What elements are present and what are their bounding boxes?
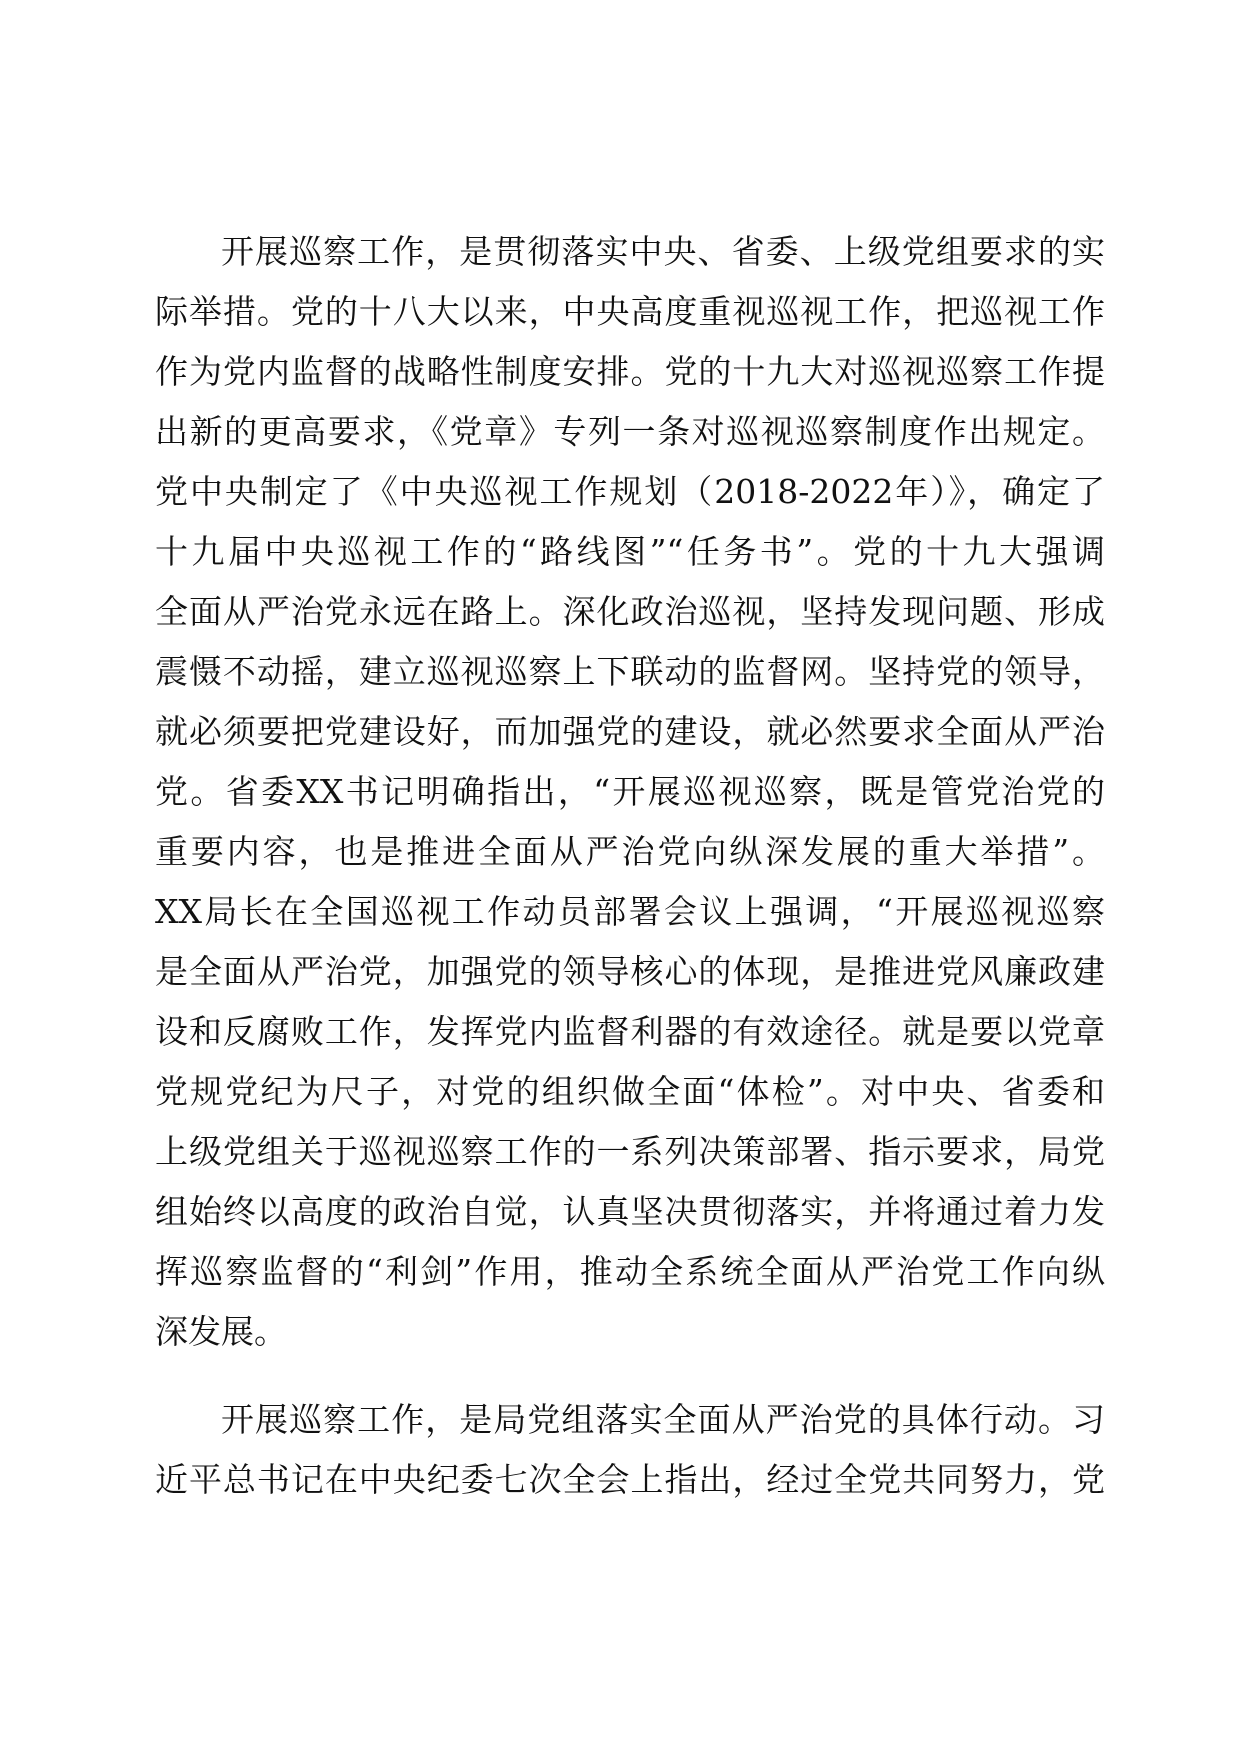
paragraph-2 (155, 1390, 1105, 1510)
text-line: 近平总书记在中央纪委七次全会上指出，经过全党共同努力，党 (155, 1460, 1105, 1499)
text-line: 设和反腐败工作，发挥党内监督利器的有效途径。就是要以党章 (155, 1012, 1105, 1051)
text-line: 全面从严治党永远在路上。深化政治巡视，坚持发现问题、形成 (155, 592, 1105, 631)
text-line: 作为党内监督的战略性制度安排。党的十九大对巡视巡察工作提 (155, 352, 1105, 391)
text-line: 上级党组关于巡视巡察工作的一系列决策部署、指示要求，局党 (155, 1132, 1105, 1171)
text-line: 开展巡察工作，是贯彻落实中央、省委、上级党组要求的实 (221, 232, 1105, 271)
text-line: 是全面从严治党，加强党的领导核心的体现，是推进党风廉政建 (155, 952, 1105, 991)
text-line: 深发展。 (155, 1312, 287, 1351)
paragraph-spacer (155, 1362, 1105, 1390)
text-line: 十九届中央巡视工作的“路线图”“任务书”。党的十九大强调 (155, 532, 1105, 571)
text-line: 开展巡察工作，是局党组落实全面从严治党的具体行动。习 (221, 1400, 1105, 1439)
text-line: 组始终以高度的政治自觉，认真坚决贯彻落实，并将通过着力发 (155, 1192, 1105, 1231)
text-line: 出新的更高要求，《党章》专列一条对巡视巡察制度作出规定。 (155, 412, 1105, 451)
text-line: 挥巡察监督的“利剑”作用，推动全系统全面从严治党工作向纵 (155, 1252, 1105, 1291)
text-line: 就必须要把党建设好，而加强党的建设，就必然要求全面从严治 (155, 712, 1105, 751)
text-line: 重要内容，也是推进全面从严治党向纵深发展的重大举措”。 (155, 832, 1105, 871)
text-line: XX局长在全国巡视工作动员部署会议上强调，“开展巡视巡察 (155, 892, 1105, 931)
text-line: 震慑不动摇，建立巡视巡察上下联动的监督网。坚持党的领导， (155, 652, 1105, 691)
paragraph-1 (155, 222, 1105, 1362)
document-body (155, 222, 1105, 1510)
text-line: 党规党纪为尺子，对党的组织做全面“体检”。对中央、省委和 (155, 1072, 1105, 1111)
text-line: 际举措。党的十八大以来，中央高度重视巡视工作，把巡视工作 (155, 292, 1105, 331)
text-line: 党。省委XX书记明确指出，“开展巡视巡察，既是管党治党的 (155, 772, 1105, 811)
text-line: 党中央制定了《中央巡视工作规划（2018-2022年）》，确定了 (155, 472, 1105, 511)
